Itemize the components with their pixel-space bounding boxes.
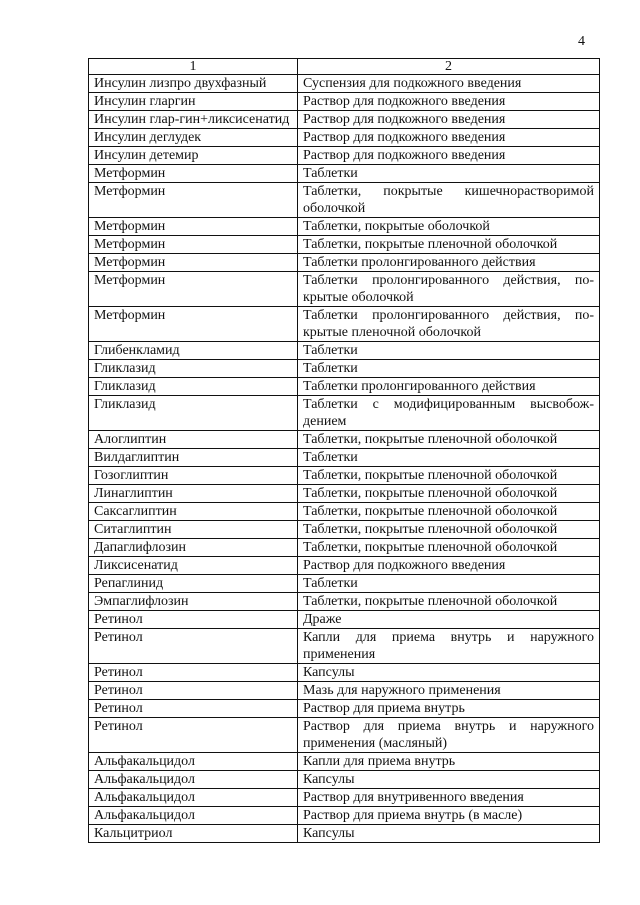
drug-name-cell: Гликлазид xyxy=(89,378,298,396)
dosage-form-cell: Таблетки, покрытые пленочной оболочкой xyxy=(298,431,600,449)
dosage-form-cell: Раствор для приема внутрь xyxy=(298,700,600,718)
dosage-form-cell: Таблетки пролонгированного действия xyxy=(298,378,600,396)
table-row xyxy=(89,611,600,629)
dosage-form-cell: Таблетки, покрытые пленочной оболочкой xyxy=(298,503,600,521)
drug-name-cell: Метформин xyxy=(89,236,298,254)
drug-name-cell: Инсулин деглудек xyxy=(89,129,298,147)
dosage-form-cell: Капли для приема внутрь и наружного применения xyxy=(298,629,600,664)
drug-name-cell: Эмпаглифлозин xyxy=(89,593,298,611)
table-row xyxy=(89,700,600,718)
table-row xyxy=(89,75,600,93)
table-row xyxy=(89,183,600,218)
dosage-form-cell: Таблетки, покрытые пленочной оболочкой xyxy=(298,521,600,539)
dosage-form-cell: Таблетки xyxy=(298,342,600,360)
dosage-form-cell: Таблетки, покрытые пленочной оболочкой xyxy=(298,236,600,254)
table-row xyxy=(89,753,600,771)
dosage-form-cell: Таблетки пролонгированного действия xyxy=(298,254,600,272)
dosage-form-cell: Суспензия для подкожного введения xyxy=(298,75,600,93)
drug-name-cell: Метформин xyxy=(89,165,298,183)
dosage-form-cell: Раствор для подкожного введения xyxy=(298,129,600,147)
table-row xyxy=(89,93,600,111)
drug-name-cell: Дапаглифлозин xyxy=(89,539,298,557)
table-row xyxy=(89,147,600,165)
table-row xyxy=(89,575,600,593)
drug-name-cell: Кальцитриол xyxy=(89,825,298,843)
drug-name-cell: Инсулин детемир xyxy=(89,147,298,165)
dosage-form-cell: Таблетки, покрытые пленочной оболочкой xyxy=(298,539,600,557)
drug-form-table xyxy=(88,58,600,843)
drug-name-cell: Ретинол xyxy=(89,611,298,629)
drug-name-cell: Инсулин гларгин xyxy=(89,93,298,111)
table-row xyxy=(89,111,600,129)
dosage-form-cell: Таблетки, покрытые пленочной оболочкой xyxy=(298,593,600,611)
table-row xyxy=(89,431,600,449)
drug-name-cell: Ликсисенатид xyxy=(89,557,298,575)
table-row xyxy=(89,449,600,467)
dosage-form-cell: Таблетки, покрытые кишечнорастворимой оболочкой xyxy=(298,183,600,218)
dosage-form-cell: Капсулы xyxy=(298,825,600,843)
drug-name-cell: Алоглиптин xyxy=(89,431,298,449)
table-row xyxy=(89,807,600,825)
drug-name-cell: Линаглиптин xyxy=(89,485,298,503)
table-row xyxy=(89,503,600,521)
drug-name-cell: Вилдаглиптин xyxy=(89,449,298,467)
drug-name-cell: Альфакальцидол xyxy=(89,789,298,807)
dosage-form-cell: Раствор для подкожного введения xyxy=(298,93,600,111)
table-row xyxy=(89,682,600,700)
table-row xyxy=(89,718,600,753)
drug-name-cell: Метформин xyxy=(89,183,298,218)
table-row xyxy=(89,789,600,807)
table-row xyxy=(89,396,600,431)
dosage-form-cell: Раствор для внутривенного введения xyxy=(298,789,600,807)
drug-name-cell: Ретинол xyxy=(89,664,298,682)
dosage-form-cell: Таблетки xyxy=(298,575,600,593)
table-row xyxy=(89,307,600,342)
table-row xyxy=(89,378,600,396)
dosage-form-cell: Раствор для подкожного введения xyxy=(298,557,600,575)
drug-name-cell: Метформин xyxy=(89,218,298,236)
table-row xyxy=(89,557,600,575)
table-row xyxy=(89,593,600,611)
table-row xyxy=(89,629,600,664)
dosage-form-cell: Таблетки xyxy=(298,360,600,378)
column-header-1: 1 xyxy=(89,59,298,75)
drug-name-cell: Ретинол xyxy=(89,700,298,718)
drug-name-cell: Гозоглиптин xyxy=(89,467,298,485)
dosage-form-cell: Раствор для подкожного введения xyxy=(298,111,600,129)
drug-name-cell: Метформин xyxy=(89,307,298,342)
dosage-form-cell: Таблетки пролонгированного действия, по-крытые пленочной оболочкой xyxy=(298,307,600,342)
dosage-form-cell: Капсулы xyxy=(298,771,600,789)
table-row xyxy=(89,218,600,236)
table-row xyxy=(89,664,600,682)
dosage-form-cell: Капсулы xyxy=(298,664,600,682)
table-row xyxy=(89,521,600,539)
drug-name-cell: Глибенкламид xyxy=(89,342,298,360)
table-header-row xyxy=(89,59,600,75)
drug-name-cell: Инсулин лизпро двухфазный xyxy=(89,75,298,93)
dosage-form-cell: Раствор для подкожного введения xyxy=(298,147,600,165)
dosage-form-cell: Таблетки, покрытые пленочной оболочкой xyxy=(298,485,600,503)
dosage-form-cell: Мазь для наружного применения xyxy=(298,682,600,700)
drug-name-cell: Метформин xyxy=(89,254,298,272)
table-row xyxy=(89,467,600,485)
dosage-form-cell: Таблетки xyxy=(298,449,600,467)
drug-name-cell: Ретинол xyxy=(89,629,298,664)
drug-name-cell: Гликлазид xyxy=(89,396,298,431)
dosage-form-cell: Капли для приема внутрь xyxy=(298,753,600,771)
table-row xyxy=(89,254,600,272)
table-row xyxy=(89,485,600,503)
dosage-form-cell: Таблетки, покрытые оболочкой xyxy=(298,218,600,236)
dosage-form-cell: Раствор для приема внутрь и наружного применения (масляный) xyxy=(298,718,600,753)
drug-name-cell: Ретинол xyxy=(89,718,298,753)
table-row xyxy=(89,342,600,360)
dosage-form-cell: Раствор для приема внутрь (в масле) xyxy=(298,807,600,825)
table-row xyxy=(89,129,600,147)
table-row xyxy=(89,539,600,557)
drug-name-cell: Репаглинид xyxy=(89,575,298,593)
drug-name-cell: Гликлазид xyxy=(89,360,298,378)
table-row xyxy=(89,165,600,183)
drug-name-cell: Инсулин глар-гин+ликсисенатид xyxy=(89,111,298,129)
dosage-form-cell: Таблетки xyxy=(298,165,600,183)
drug-name-cell: Альфакальцидол xyxy=(89,807,298,825)
dosage-form-cell: Драже xyxy=(298,611,600,629)
drug-name-cell: Альфакальцидол xyxy=(89,753,298,771)
drug-name-cell: Ретинол xyxy=(89,682,298,700)
table-row xyxy=(89,825,600,843)
dosage-form-cell: Таблетки, покрытые пленочной оболочкой xyxy=(298,467,600,485)
drug-name-cell: Ситаглиптин xyxy=(89,521,298,539)
column-header-2: 2 xyxy=(298,59,600,75)
table-row xyxy=(89,771,600,789)
drug-name-cell: Альфакальцидол xyxy=(89,771,298,789)
drug-name-cell: Саксаглиптин xyxy=(89,503,298,521)
table-row xyxy=(89,360,600,378)
drug-name-cell: Метформин xyxy=(89,272,298,307)
table-row xyxy=(89,236,600,254)
page-number: 4 xyxy=(578,34,585,49)
dosage-form-cell: Таблетки с модифицированным высвобож-дением xyxy=(298,396,600,431)
dosage-form-cell: Таблетки пролонгированного действия, по-крытые оболочкой xyxy=(298,272,600,307)
table-row xyxy=(89,272,600,307)
